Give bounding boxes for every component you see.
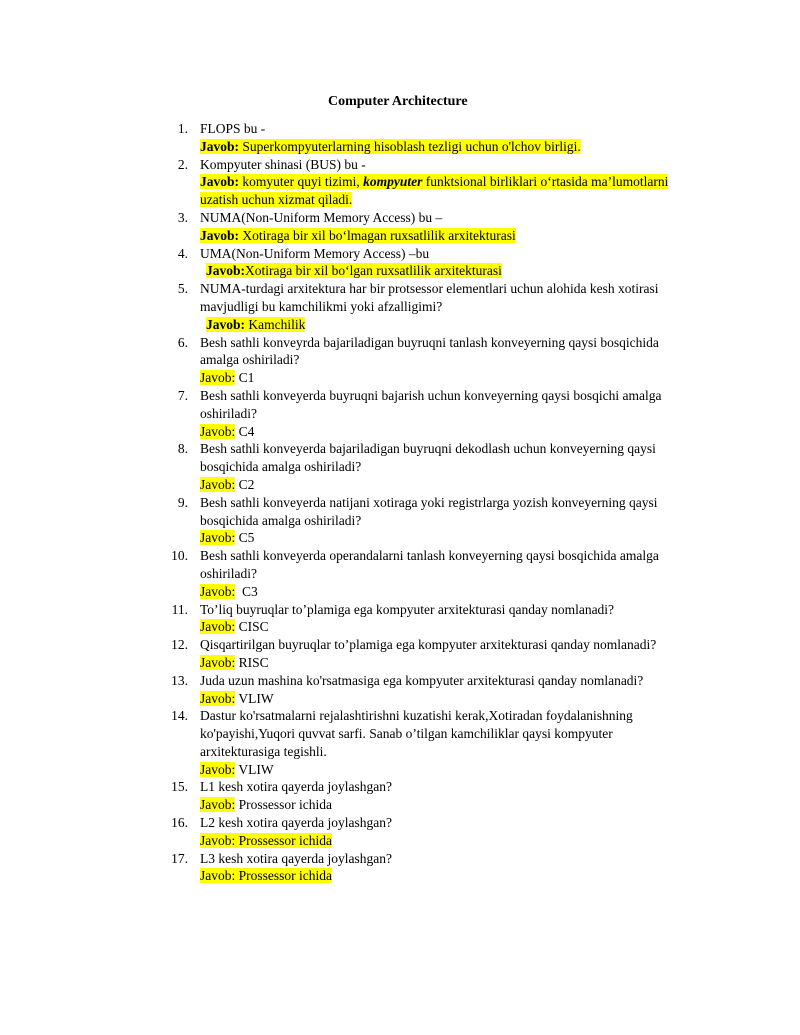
answer <box>200 476 700 494</box>
list-item <box>0 387 700 440</box>
question-text: mavjudligi bu kamchilikmi yoki afzalligimi? <box>200 298 443 314</box>
question-text: To’liq buyruqlar to’plamiga ega kompyuter arxitekturasi qanday nomlanadi? <box>200 601 615 617</box>
question-text: ko'payishi,Yuqori quvvat sarfi. Sanab o’tilgan kamchiliklar qaysi kompyuter <box>200 726 613 742</box>
answer <box>200 618 700 636</box>
list-item <box>0 245 700 281</box>
list-item <box>0 778 700 814</box>
question-text: Besh sathli konveyerda bajariladigan buyruqni dekodlash uchun konveyerning qaysi <box>200 441 656 457</box>
answer <box>200 369 700 387</box>
answer-text: Xotiraga bir xil bo‘lmagan ruxsatlilik arxitekturasi <box>239 227 516 243</box>
question-text: amalga oshiriladi? <box>200 352 300 368</box>
answer-text: Kamchilik <box>245 316 306 332</box>
list-item <box>0 547 700 600</box>
answer-text: CISC <box>235 619 269 635</box>
list-item <box>0 280 700 333</box>
question-text: L2 kesh xotira qayerda joylashgan? <box>200 815 392 831</box>
list-item <box>0 440 700 493</box>
question-text: oshiriladi? <box>200 565 257 581</box>
item-number: 8. <box>177 441 188 457</box>
question-text: Besh sathli konveyerda buyruqni bajarish uchun konveyerning qaysi bosqichi amalga <box>200 387 662 403</box>
answer <box>200 690 700 708</box>
answer <box>200 173 700 191</box>
answer <box>200 227 700 245</box>
answer-label: Javob: <box>200 423 236 439</box>
item-number: 15. <box>171 779 188 795</box>
answer-label: Javob: <box>200 138 240 154</box>
answer-text: Xotiraga bir xil bo‘lgan ruxsatlilik arxitekturasi <box>245 263 502 279</box>
answer <box>200 654 700 672</box>
answer-label: Javob: <box>200 797 236 813</box>
answer <box>200 796 700 814</box>
question-text: L1 kesh xotira qayerda joylashgan? <box>200 779 392 795</box>
question-text: bosqichida amalga oshiriladi? <box>200 459 362 475</box>
item-number: 9. <box>177 494 188 510</box>
answer <box>200 867 700 885</box>
item-number: 14. <box>171 708 188 724</box>
question-text: FLOPS bu - <box>200 121 266 136</box>
answer-label: Javob: <box>200 761 236 777</box>
answer-text: C4 <box>235 423 255 439</box>
answer-label: Javob: <box>200 227 240 243</box>
item-number: 10. <box>171 548 188 564</box>
list-item <box>0 672 700 708</box>
answer <box>200 761 700 779</box>
question-text: L3 kesh xotira qayerda joylashgan? <box>200 850 392 866</box>
answer-text: Superkompyuterlarning hisoblash tezligi uchun o'lchov birligi. <box>239 138 581 154</box>
question-text: NUMA(Non-Uniform Memory Access) bu – <box>200 209 443 225</box>
answer-text: VLIW <box>235 761 274 777</box>
item-number: 5. <box>177 281 188 297</box>
question-text: Besh sathli konveyerda operandalarni tanlash konveyerning qaysi bosqichida amalga <box>200 548 659 564</box>
item-number: 17. <box>171 850 188 866</box>
answer-label: Javob: <box>200 530 236 546</box>
answer-text: RISC <box>235 654 269 670</box>
answer-continuation <box>200 191 700 209</box>
list-item <box>0 814 700 850</box>
list-item <box>0 850 700 886</box>
answer-label: Javob: <box>206 316 246 332</box>
item-number: 11. <box>171 601 188 617</box>
question-text: Besh sathli konveyerda natijani xotiraga yoki registrlarga yozish konveyerning qaysi <box>200 494 658 510</box>
question-text: UMA(Non-Uniform Memory Access) –bu <box>200 245 430 261</box>
answer-text: Prossessor ichida <box>235 868 332 884</box>
answer-text: komyuter quyi tizimi, <box>239 174 364 190</box>
page-title: Computer Architecture <box>328 94 468 109</box>
item-number: 2. <box>177 156 188 172</box>
answer-text: VLIW <box>235 690 274 706</box>
answer-label: Javob: <box>200 370 236 386</box>
list-item <box>0 156 700 209</box>
answer-text: C3 <box>235 583 258 599</box>
item-number: 13. <box>171 672 188 688</box>
answer-label: Javob: <box>200 476 236 492</box>
answer-label: Javob: <box>206 263 246 279</box>
question-text: NUMA-turdagi arxitektura har bir protsessor elementlari uchun alohida kesh xotirasi <box>200 281 659 297</box>
item-number: 4. <box>177 245 188 261</box>
list-item <box>0 601 700 637</box>
answer-label: Javob: <box>200 868 236 884</box>
answer-label: Javob: <box>200 583 236 599</box>
answer <box>200 262 700 280</box>
question-text: Qisqartirilgan buyruqlar to’plamiga ega kompyuter arxitekturasi qanday nomlanadi? <box>200 637 657 653</box>
question-text: Juda uzun mashina ko'rsatmasiga ega kompyuter arxitekturasi qanday nomlanadi? <box>200 672 644 688</box>
answer <box>200 316 700 334</box>
item-number: 6. <box>177 334 188 350</box>
item-number: 12. <box>171 637 188 653</box>
item-number: 7. <box>177 387 188 403</box>
item-number: 1. <box>177 121 188 136</box>
question-list <box>0 120 800 885</box>
answer <box>200 583 700 601</box>
answer <box>200 138 700 156</box>
answer-text: C1 <box>235 370 255 386</box>
answer-text: C2 <box>235 476 255 492</box>
question-text: Kompyuter shinasi (BUS) bu - <box>200 156 366 172</box>
item-number: 3. <box>177 209 188 225</box>
answer-text: C5 <box>235 530 255 546</box>
question-text: bosqichida amalga oshiriladi? <box>200 512 362 528</box>
answer-text: Prossessor ichida <box>235 797 332 813</box>
list-item <box>0 209 700 245</box>
answer-label: Javob: <box>200 654 236 670</box>
list-item <box>0 120 700 156</box>
question-text: Besh sathli konveyrda bajariladigan buyruqni tanlash konveyerning qaysi bosqichida <box>200 334 659 350</box>
list-item <box>0 334 700 387</box>
answer-text: uzatish uchun xizmat qiladi. <box>200 192 353 208</box>
question-text: oshiriladi? <box>200 405 257 421</box>
answer-emphasis: kompyuter <box>363 174 423 190</box>
answer-label: Javob: <box>200 619 236 635</box>
question-text: arxitekturasiga tegishli. <box>200 743 327 759</box>
list-item <box>0 636 700 672</box>
answer-label: Javob: <box>200 690 236 706</box>
answer <box>200 423 700 441</box>
list-item <box>0 494 700 547</box>
answer-label: Javob: <box>200 832 236 848</box>
question-text: Dastur ko'rsatmalarni rejalashtirishni kuzatishi kerak,Xotiradan foydalanishning <box>200 708 633 724</box>
answer-text: Prossessor ichida <box>235 832 332 848</box>
list-item <box>0 707 700 778</box>
answer <box>200 832 700 850</box>
answer-text: funktsional birliklari o‘rtasida ma’lumotlarni <box>422 174 669 190</box>
item-number: 16. <box>171 815 188 831</box>
answer-label: Javob: <box>200 174 240 190</box>
answer <box>200 529 700 547</box>
